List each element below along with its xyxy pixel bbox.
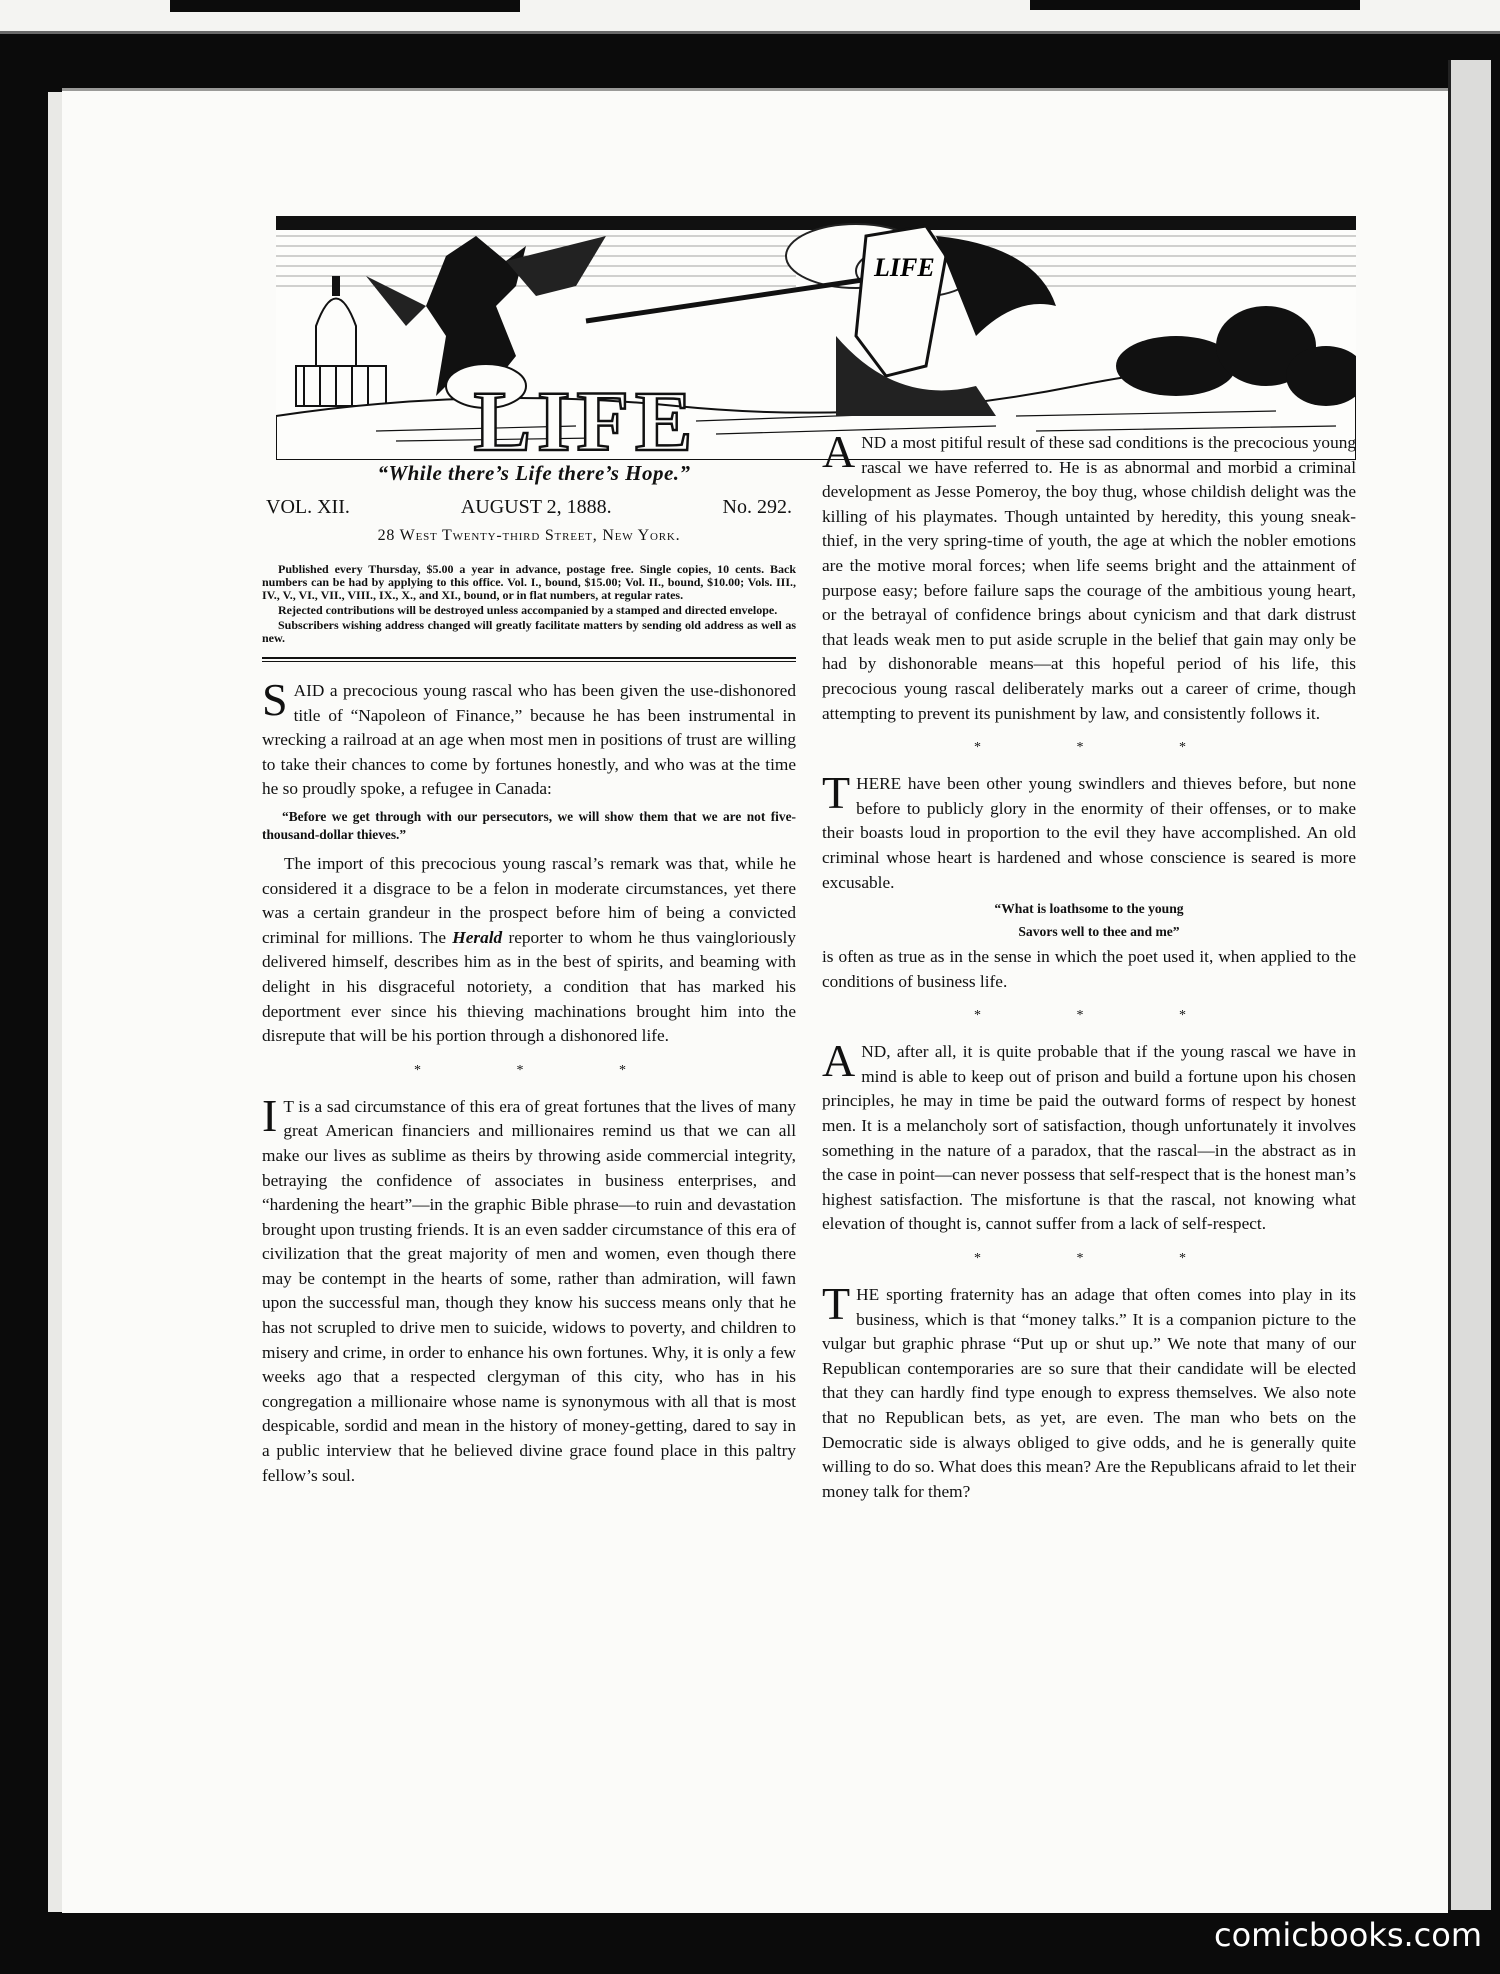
magazine-page (62, 88, 1448, 1913)
article-paragraph (262, 1089, 796, 1489)
masthead-engraving (276, 216, 1356, 460)
divider-rule (262, 655, 796, 665)
scan-edge (0, 31, 1500, 34)
drop-cap: A (822, 426, 856, 477)
left-column (262, 461, 796, 1488)
shield-lettering: LIFE (874, 253, 935, 282)
article-paragraph (822, 1035, 1356, 1237)
scan-top-strip (0, 0, 1500, 34)
paragraph-text: HE sporting fraternity has an adage that often comes into play in its business, which is that “money talks.” It is a companion picture to the vulgar but graphic phrase “Put up or shut up.” We note that many of our Republican contemporaries are so sure that their candidate will be elected that they can hardly find type enough to express themselves. We also note that no Republican bets, as yet, are even. The man who bets on the Democratic side is always obliged to give odds, and he is generally quite willing to do so. What does this mean? Are the Republicans afraid to let their money talk for them? (822, 1285, 1356, 1501)
issue-date: AUGUST 2, 1888. (460, 496, 612, 518)
scan-artifact (170, 0, 520, 12)
publication-info: Published every Thursday, $5.00 a year in advance, postage free. Single copies, 10 cents. Back numbers can be had by applying to this office. Vol. I., bound, $15.00; Vol. II., bound, $10.00; Vols. III., IV., V., VI., VII., VIII., IX., X., and XI., bound, or in flat numbers, at regular rates. (262, 562, 796, 602)
scan-artifact (1030, 0, 1360, 10)
paragraph-text: ND a most pitiful result of these sad conditions is the precocious young rascal we have referred to. He is as abnormal and morbid a criminal development as Jesse Pomeroy, the boy thug, whose childish delight was the killing of his playmates. Though untainted by heredity, this young sneak-thief, in the very spring-time of youth, the age at which the nobler emotions are the motive moral forces; when life seems bright and the attainment of purpose easy; before failure saps the courage of the ambitious young heart, or the betrayal of confidence brings about cynicism and that dark distrust that leads weak men to put aside scruple in the belief that gain may only be had by dishonorable means—at this hopeful period of his life, this precocious young rascal deliberately marks out a career of crime, though attempting to prevent its punishment by law, and consistently follows it. (822, 433, 1356, 723)
paragraph-text: reporter to whom he thus vaingloriously delivered himself, describes him as in the best of spirits, and beaming with delight in his disgraceful notoriety, a condition that has marked his deportment ever since his thieving machinations brought him into the disrepute that will be his portion through a dishonored life. (262, 927, 797, 1046)
section-separator: * * * (974, 1251, 1232, 1267)
section-separator: * * * (414, 1062, 672, 1078)
drop-cap: I (262, 1089, 278, 1141)
section-separator: * * * (974, 1008, 1232, 1024)
right-column (822, 426, 1356, 1504)
drop-cap: T (822, 1278, 851, 1330)
svg-text:LIFE: LIFE (473, 376, 699, 460)
drop-cap: A (822, 1035, 856, 1087)
publication-info: Rejected contributions will be destroyed unless accompanied by a stamped and directed envelope. (278, 603, 778, 617)
newspaper-name: Herald (452, 927, 503, 947)
paragraph-text: AID a precocious young rascal who has been given the use-dishonored title of “Napoleon of Finance,” because he has been instrumental in wrecking a railroad at an age when most men in positions of trust are willing to take their chances to come by fortunes honestly, and who was at the time he so proudly spoke, a refugee in Canada: (262, 681, 796, 799)
article-paragraph (822, 767, 1356, 895)
drop-cap: S (262, 674, 288, 725)
article-paragraph (822, 1278, 1356, 1504)
page-right-edge (1448, 60, 1491, 1910)
volume-number: VOL. XII. (266, 496, 350, 518)
paragraph-text: T is a sad circumstance of this era of great fortunes that the lives of many great American financiers and millionaires remind us that we can all make our lives as sublime as theirs by throwing aside commercial integrity, betraying the confidence of associates in business enterprises, and “hardening the heart”—in the graphic Bible phrase—to ruin and devastation brought upon trusting friends. It is an even sadder circumstance of this era of civilization that the great majority of men and women, even though there may be contempt in the hearts of some, rather than admiration, will fawn upon the successful man, though they know his success means only that he has not scrupled to drive men to suicide, widows to poverty, and children to misery and crime, in order to enhance his own fortunes. Why, it is only a few weeks ago that a respected clergyman of this city, who has in his congregation a millionaire whose name is synonymous with all that is most despicable, sordid and mean in the history of money-getting, dared to say in a public interview that he believed divine grace found place in this paltry fellow’s soul. (262, 1096, 796, 1485)
publication-info: Subscribers wishing address changed will greatly facilitate matters by sending old address as well as new. (262, 618, 796, 645)
article-paragraph (262, 852, 796, 1049)
life-logo (456, 376, 716, 460)
volume-line (266, 496, 792, 519)
site-watermark: comicbooks.com (1213, 1916, 1482, 1954)
paragraph-text: The import of this precocious young rascal’s remark was that, while he considered it a disgrace to be a felon in moderate circumstances, yet there was a certain grandeur in the prospect before him of being a convicted criminal for millions. The (262, 853, 796, 947)
paragraph-text: ND, after all, it is quite probable that if the young rascal we have in mind is able to keep out of prison and build a fortune upon his chosen principles, he may in time be paid the outward forms of respect by honest men. It is a melancholy sort of satisfaction, though unfortunately it involves something in the nature of a paradox, that the rascal—in the abstract as in the case in point—can never possess that self-respect that is the honest man’s highest satisfaction. The misfortune is that the rascal, not knowing what elevation of thought is, cannot suffer from a lack of self-respect. (822, 1042, 1356, 1234)
block-quote: “Before we get through with our persecutors, we will show them that we are not five-thousand-dollar thieves.” (262, 808, 796, 842)
article-paragraph (262, 674, 796, 802)
motto: “While there’s Life there’s Hope.” (377, 461, 691, 485)
masthead-illustration (276, 216, 1356, 460)
section-separator: * * * (974, 740, 1232, 756)
article-paragraph (822, 426, 1356, 726)
paragraph-text: HERE have been other young swindlers and thieves before, but none before to publicly glory in the enormity of their offenses, or to make their boasts loud in proportion to the evil they have accomplished. An old criminal whose heart is hardened and whose conscience is seared is more excusable. (822, 774, 1356, 892)
verse-line: “What is loathsome to the young (994, 901, 1184, 917)
article-paragraph: is often as true as in the sense in which the poet used it, when applied to the conditions of business life. (822, 947, 1356, 991)
office-address: 28 West Twenty-third Street, New York. (377, 527, 681, 544)
drop-cap: T (822, 767, 851, 819)
verse-line: Savors well to thee and me” (1018, 924, 1180, 940)
issue-number: No. 292. (722, 496, 792, 518)
